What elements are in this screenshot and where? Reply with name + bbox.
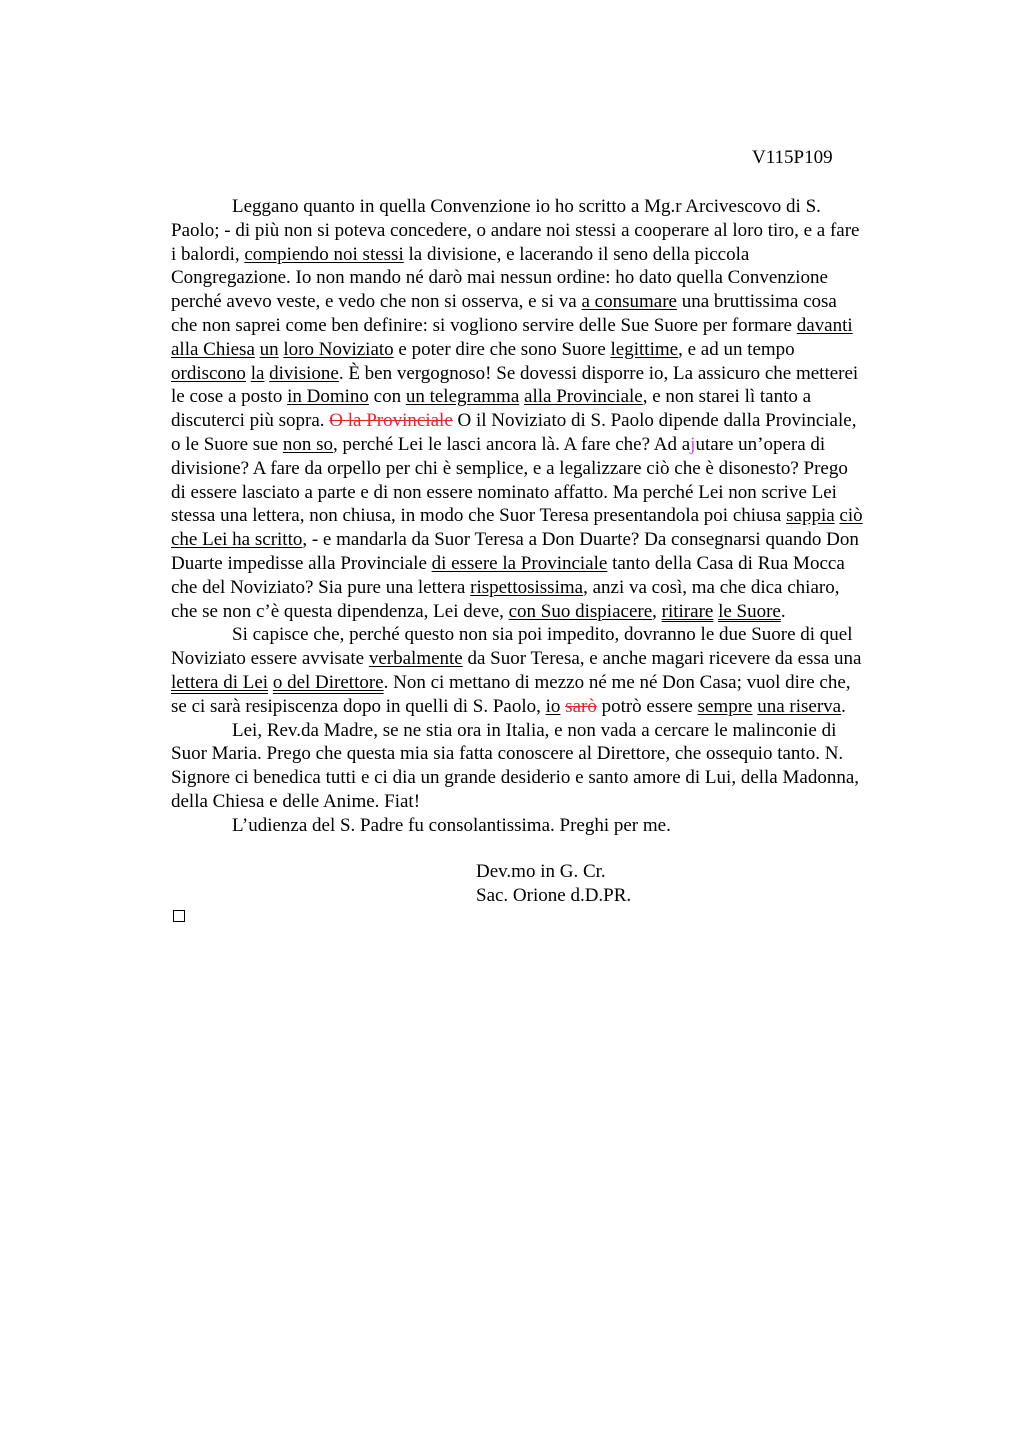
text-line (171, 457, 934, 481)
underlined-text: un (259, 338, 279, 360)
text-run: divisione? A fare da orpello per chi è semplice, e a legalizzare ciò che è disonesto? Prego (171, 457, 848, 479)
text-line (171, 671, 934, 695)
underlined-text: che Lei ha scritto (171, 529, 303, 551)
closing-line: Dev.mo in G. Cr. (476, 861, 606, 882)
underlined-text: sempre (697, 695, 753, 717)
text-run: utare un’opera di (695, 433, 826, 455)
underlined-text: con Suo dispiacere (508, 600, 653, 622)
text-run: , perché Lei le lasci ancora là. A fare che? Ad a (333, 433, 691, 455)
text-run: e poter dire che sono Suore (393, 338, 611, 360)
text-run: Paolo; - di più non si poteva concedere, o andare noi stessi a cooperare al loro tiro, e a fare (171, 219, 860, 241)
text-run: . (841, 695, 846, 717)
text-run: stessa una lettera, non chiusa, in modo che Suor Teresa presentandola poi chiusa (171, 505, 787, 527)
signature-name: Sac. Orione d.D.PR. (476, 884, 632, 906)
underlined-text: sappia (786, 505, 835, 527)
text-line (171, 600, 934, 624)
text-run: , (652, 600, 662, 622)
text-line (171, 362, 934, 386)
inserted-text: j (690, 433, 696, 455)
text-run: che del Noviziato? Sia pure una lettera (171, 576, 471, 598)
double-underlined-text: o del Direttore (272, 671, 384, 693)
text-line (171, 814, 934, 838)
text-run: di essere lasciato a parte e di non essere nominato affatto. Ma perché Lei non scrive Lei (171, 481, 837, 503)
underlined-text: la (250, 362, 265, 384)
text-line (171, 243, 934, 267)
text-run: discuterci più sopra. (171, 410, 330, 432)
text-line (171, 623, 934, 647)
text-run: che se non c’è questa dipendenza, Lei deve, (171, 600, 509, 622)
text-line (171, 266, 934, 290)
double-underlined-text: ritirare (661, 600, 714, 622)
text-line (171, 409, 934, 433)
text-line (171, 766, 934, 790)
text-line (171, 552, 934, 576)
text-run: Duarte impedisse alla Provinciale (171, 552, 432, 574)
underlined-text: compiendo noi stessi (244, 243, 404, 265)
text-run: Lei, Rev.da Madre, se ne stia ora in Italia, e non vada a cercare le malinconie di (232, 719, 837, 741)
text-line (171, 290, 934, 314)
text-run: Congregazione. Io non mando né darò mai nessun ordine: ho dato quella Convenzione (171, 267, 828, 289)
double-underlined-text: lettera di Lei (171, 671, 269, 693)
deleted-text: sarò (565, 695, 597, 717)
underlined-text: non so (282, 433, 334, 455)
checkbox-icon (173, 910, 185, 922)
text-run: la divisione, e lacerando il seno della piccola (403, 243, 750, 265)
underlined-text: io (545, 695, 561, 717)
text-line (171, 742, 934, 766)
underlined-text: verbalmente (368, 648, 463, 670)
text-run: L’udienza del S. Padre fu consolantissima. Preghi per me. (232, 814, 671, 836)
text-run: . È ben vergognoso! Se dovessi disporre io, La assicuro che metterei (338, 362, 859, 384)
text-line (171, 338, 934, 362)
deleted-text: O la Provinciale (329, 410, 453, 432)
text-run: Noviziato essere avvisate (171, 648, 369, 670)
text-line (171, 481, 934, 505)
text-run: Si capisce che, perché questo non sia poi impedito, dovranno le due Suore di quel (232, 624, 853, 646)
text-run: , anzi va così, ma che dica chiaro, (583, 576, 840, 598)
underlined-text: loro Noviziato (283, 338, 394, 360)
text-run: perché avevo veste, e vedo che non si osserva, e si va (171, 291, 582, 313)
text-run: con (368, 386, 406, 408)
text-run: , - e mandarla da Suor Teresa a Don Duarte? Da consegnarsi quando Don (302, 529, 859, 551)
text-run: Signore ci benedica tutti e ci dia un grande desiderio e santo amore di Lui, della Madonna, (171, 767, 859, 789)
underlined-text: una riserva (757, 695, 842, 717)
text-line (171, 695, 934, 719)
text-run: o le Suore sue (171, 433, 283, 455)
text-line (171, 219, 934, 243)
underlined-text: ordiscono (171, 362, 246, 384)
underlined-text: in Domino (287, 386, 369, 408)
text-run: che non saprei come ben definire: si vogliono servire delle Sue Suore per formare (171, 314, 797, 336)
text-run: da Suor Teresa, e anche magari ricevere da essa una (462, 648, 862, 670)
text-line (171, 504, 934, 528)
text-line (171, 790, 934, 814)
text-line (171, 195, 934, 219)
document-reference: V115P109 (752, 147, 833, 168)
underlined-text: un telegramma (405, 386, 520, 408)
underlined-text: legittime (610, 338, 679, 360)
signature-block (476, 860, 631, 908)
text-line (171, 528, 934, 552)
text-run: Leggano quanto in quella Convenzione io ho scritto a Mg.r Arcivescovo di S. (232, 196, 821, 217)
text-run: i balordi, (171, 243, 245, 265)
underlined-text: ciò (839, 505, 863, 527)
underlined-text: divisione (269, 362, 339, 384)
text-run: . (780, 600, 786, 622)
underlined-text: alla Chiesa (171, 338, 255, 360)
text-run: tanto della Casa di Rua Mocca (607, 552, 845, 574)
double-underlined-text: le Suore (718, 600, 781, 622)
underlined-text: rispettosissima (470, 576, 584, 598)
text-run: , e ad un tempo (678, 338, 795, 360)
text-line (171, 719, 934, 743)
text-run: una bruttissima cosa (676, 291, 837, 313)
text-line (171, 385, 934, 409)
underlined-text: davanti (796, 314, 853, 336)
text-line (171, 433, 934, 457)
text-run: . Non ci mettano di mezzo né me né Don Casa; vuol dire che, (383, 671, 851, 693)
letter-body (171, 195, 934, 838)
text-run: , e non starei lì tanto a (642, 386, 812, 408)
text-line (171, 576, 934, 600)
text-run: potrò essere (596, 695, 698, 717)
text-run: se ci sarà resipiscenza dopo in quelli di S. Paolo, (171, 695, 546, 717)
text-line (171, 314, 934, 338)
underlined-text: alla Provinciale (524, 386, 643, 408)
text-run: le cose a posto (171, 386, 288, 408)
text-run: Suor Maria. Prego che questa mia sia fatta conoscere al Direttore, che ossequio tanto. N. (171, 743, 844, 765)
text-line (171, 647, 934, 671)
text-run: O il Noviziato di S. Paolo dipende dalla Provinciale, (452, 410, 857, 432)
underlined-text: a consumare (581, 291, 677, 313)
underlined-text: di essere la Provinciale (431, 552, 608, 574)
text-run: della Chiesa e delle Anime. Fiat! (171, 790, 421, 812)
